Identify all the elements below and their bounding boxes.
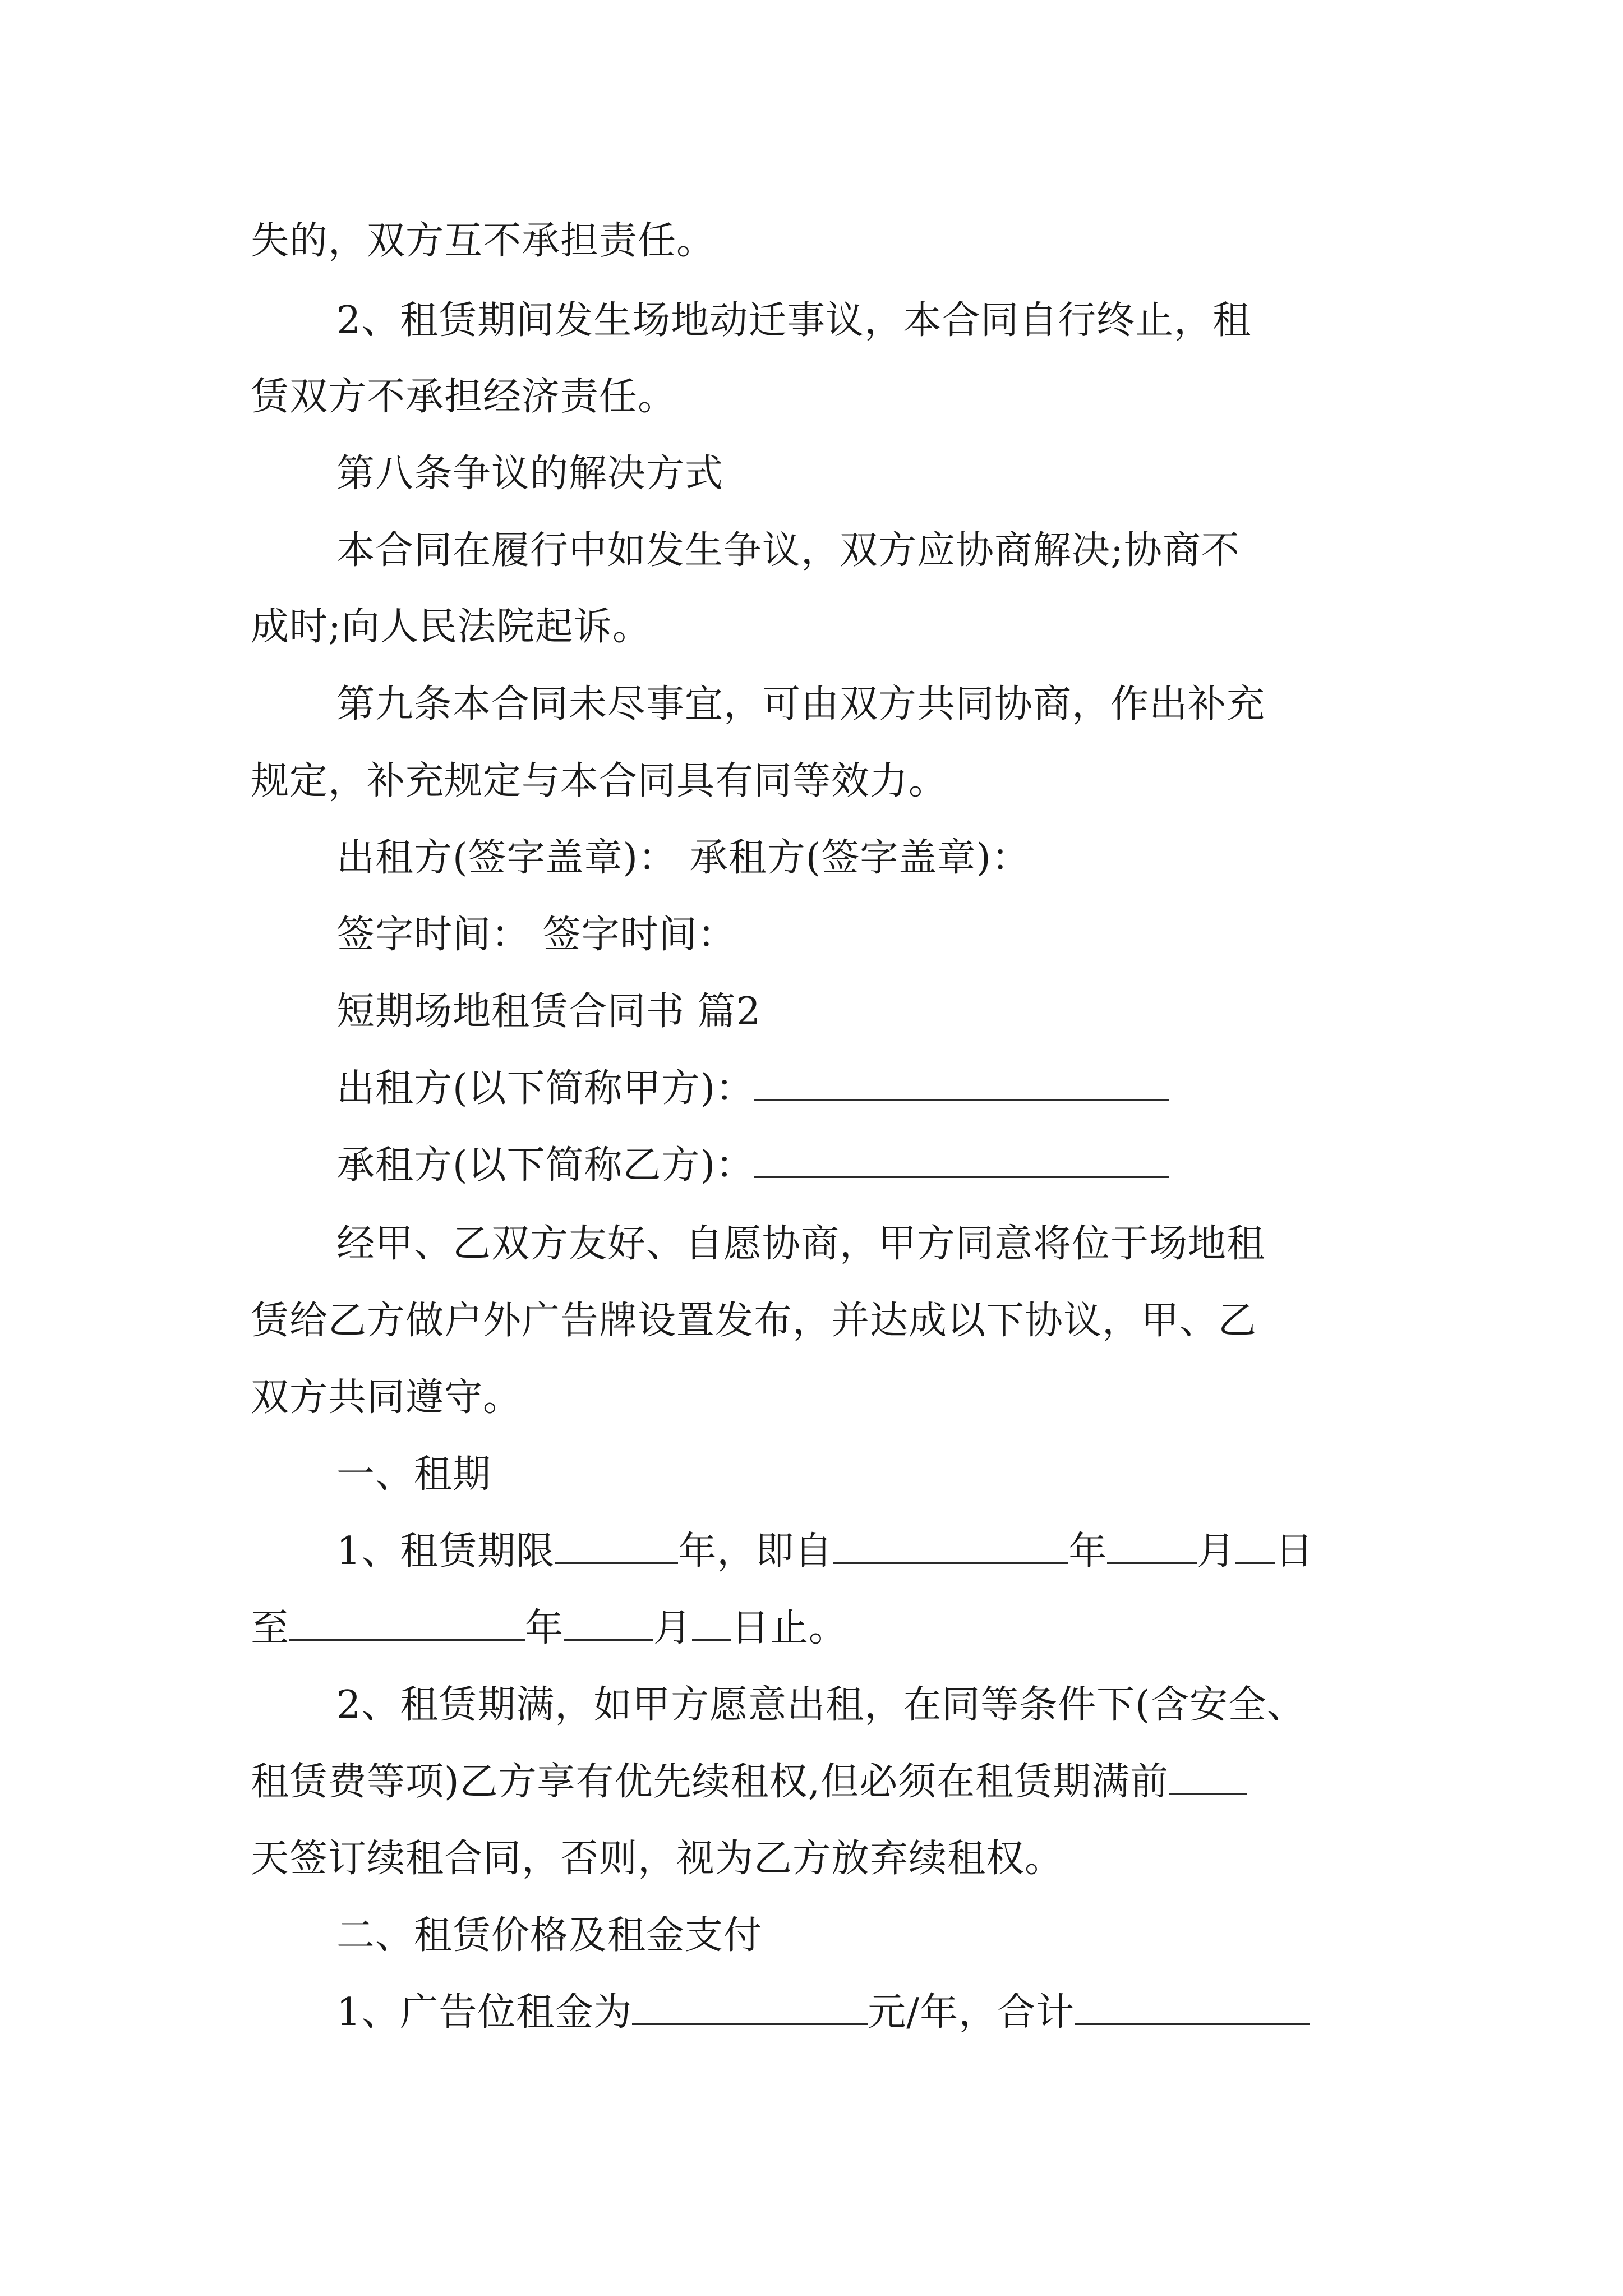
rent-total-label: 元/年，合计	[868, 1990, 1075, 2035]
start-day-blank	[1235, 1529, 1275, 1564]
lessor-label: 出租方(以下简称甲方)：	[336, 1066, 755, 1111]
lessor-blank	[754, 1066, 1169, 1101]
paragraph-line: 第九条本合同未尽事宜，可由双方共同协商，作出补充	[336, 682, 1266, 726]
paragraph-line: 2、租赁期满，如甲方愿意出租，在同等条件下(含安全、	[336, 1683, 1306, 1727]
day-text: 日	[1275, 1529, 1314, 1573]
lease-term-text: 年，即自	[678, 1529, 833, 1573]
start-year-blank	[833, 1529, 1068, 1564]
section-heading: 二、租赁价格及租金支付	[336, 1913, 763, 1958]
lessee-label: 承租方(以下简称乙方)：	[336, 1143, 755, 1188]
end-text: 日止。	[731, 1606, 848, 1650]
lessee-blank	[754, 1143, 1169, 1178]
paragraph-line: 规定，补充规定与本合同具有同等效力。	[251, 759, 948, 803]
signature-line: 出租方(签字盖章)： 承租方(签字盖章)：	[336, 836, 1030, 880]
paragraph-line: 2、租赁期间发生场地动迁事议，本合同自行终止，租	[336, 298, 1252, 343]
lease-term-line	[336, 1524, 1313, 1580]
lessee-field	[336, 1138, 1169, 1194]
rent-line	[336, 1985, 1310, 2041]
start-month-blank	[1107, 1529, 1197, 1564]
end-month-blank	[564, 1605, 653, 1641]
end-day-blank	[692, 1605, 731, 1641]
section-heading: 一、租期	[336, 1452, 492, 1497]
year-text: 年	[525, 1606, 564, 1650]
paragraph-line: 经甲、乙双方友好、自愿协商，甲方同意将位于场地租	[336, 1222, 1266, 1266]
paragraph-line: 赁双方不承担经济责任。	[251, 375, 677, 419]
contract-title: 短期场地租赁合同书 篇2	[336, 990, 761, 1034]
lease-term-label: 1、租赁期限	[336, 1529, 555, 1573]
signature-date-line: 签字时间： 签字时间：	[336, 913, 736, 957]
year-text: 年	[1068, 1529, 1108, 1573]
month-text: 月	[653, 1606, 693, 1650]
paragraph-line	[251, 1754, 1247, 1810]
paragraph-line: 成时;向人民法院起诉。	[251, 605, 651, 649]
end-year-blank	[289, 1605, 525, 1641]
rent-amount-blank	[632, 1990, 868, 2025]
paragraph-line: 失的，双方互不承担责任。	[251, 219, 716, 263]
lease-years-blank	[555, 1529, 678, 1564]
paragraph-line: 本合同在履行中如发生争议，双方应协商解决;协商不	[336, 528, 1240, 573]
rent-label: 1、广告位租金为	[336, 1990, 633, 2035]
paragraph-line: 天签订续租合同，否则，视为乙方放弃续租权。	[251, 1837, 1064, 1881]
rent-total-blank	[1075, 1990, 1310, 2025]
month-text: 月	[1197, 1529, 1236, 1573]
until-text: 至	[251, 1606, 290, 1650]
paragraph-line: 赁给乙方做户外广告牌设置发布，并达成以下协议，甲、乙	[251, 1299, 1257, 1343]
renewal-text: 租赁费等项)乙方享有优先续租权,但必须在租赁期满前	[251, 1760, 1169, 1804]
renewal-days-blank	[1169, 1759, 1247, 1795]
lessor-field	[336, 1061, 1169, 1117]
lease-end-line	[251, 1600, 847, 1657]
section-heading: 第八条争议的解决方式	[336, 452, 724, 496]
paragraph-line: 双方共同遵守。	[251, 1375, 522, 1420]
